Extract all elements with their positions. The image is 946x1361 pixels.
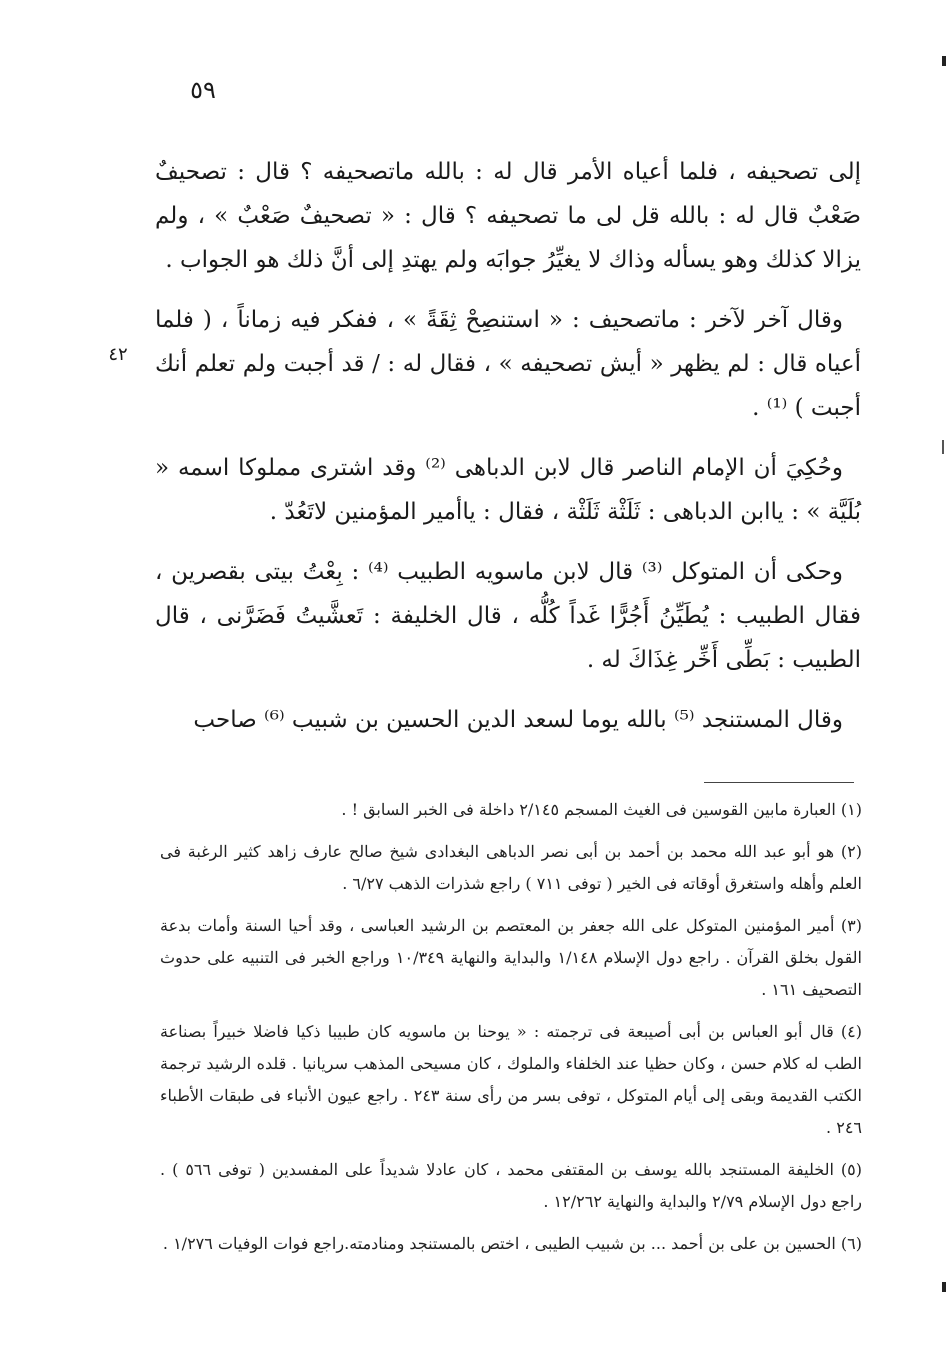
page-edge-tick bbox=[942, 440, 944, 454]
footnote-separator bbox=[704, 782, 854, 783]
footnote: (٥) الخليفة المستنجد بالله يوسف بن المقتفى محمد ، كان عادلا شديداً على المفسدين ( توفى ٥٦٦ ) . راجع دول الإسلام ٢/٧٩ والبداية والنهاية ١٢/٢٦٢ . bbox=[160, 1160, 862, 1211]
body-paragraph: وحُكِيَ أن الإمام الناصر قال لابن الدباهى ⁽²⁾ وقد اشترى مملوكا اسمه « بُلَيَّة » : ياابن الدباهى : ثَلَثْة ثَلَثْة ، فقال : ياأمير المؤمنين لاتَعُدّ . bbox=[155, 455, 861, 525]
body-paragraph: وقال آخر لآخر : ماتصحيف : « استنصِحْ ثِقَةً » ، ففكر فيه زماناً ، ( فلما أعياه قال : لم يظهر « أيش تصحيفه » ، فقال له : / قد أجبت ولم تعلم أنك أجبت ) ⁽¹⁾ . bbox=[155, 307, 861, 421]
footnotes bbox=[160, 794, 862, 1270]
body-paragraph: وقال المستنجد ⁽⁵⁾ بالله يوما لسعد الدين الحسين بن شبيب ⁽⁶⁾ صاحب bbox=[193, 707, 843, 733]
page-edge-mark-top bbox=[942, 56, 946, 66]
footnote: (١) العبارة مابين القوسين فى الغيث المسجم ٢/١٤٥ داخلة فى الخبر السابق ! . bbox=[341, 800, 862, 819]
main-text bbox=[155, 150, 861, 758]
footnote: (٣) أمير المؤمنين المتوكل على الله جعفر بن المعتصم بن الرشيد العباسى ، وقد أحيا السنة وأمات بدعة القول بخلق القرآن . راجع دول الإسلام ١/١٤٨ والبداية والنهاية ١٠/٣٤٩ وراجع الخبر فى التنبيه على حدوث التصحيف ١٦١ . bbox=[160, 916, 862, 999]
footnote: (٤) قال أبو العباس بن أبى أصيبعة فى ترجمته : « يوحنا بن ماسويه كان طبيبا ذكيا فاضلا خبيراً بصناعة الطب له كلام حسن ، وكان حظيا عند الخلفاء والملوك ، كان مسيحى المذهب سريانيا . قلده الرشيد ترجمة الكتب القديمة وبقى إلى أيام المتوكل ، توفى بسر من رأى سنة ٢٤٣ . راجع عيون الأنباء فى طبقات الأطباء ٢٤٦ . bbox=[160, 1022, 863, 1137]
footnote: (٢) هو أبو عبد الله محمد بن أحمد بن أبى نصر الدباهى البغدادى شيخ صالح عارف زاهد كثير الرغبة فى العلم وأهله واستغرق أوقاته فى الخير ( توفى ٧١١ ) راجع شذرات الذهب ٦/٢٧ . bbox=[160, 842, 862, 893]
page-edge-mark-bottom bbox=[942, 1282, 946, 1292]
margin-folio-note: ٤٢ bbox=[108, 344, 128, 365]
page-number: ٥٩ bbox=[190, 76, 216, 104]
body-paragraph: وحكى أن المتوكل ⁽³⁾ قال لابن ماسويه الطبيب ⁽⁴⁾ : بِعْتُ بيتى بقصرين ، فقال الطبيب : يُطَيِّنُ أَجُرًّا غَداً كُلُّه ، قال الخليفة : تَعشَّيتُ فَضَرَّنى ، قال الطبيب : بَطِّى أَخِّر غِذَاكَ له . bbox=[155, 559, 861, 673]
body-paragraph: إلى تصحيفه ، فلما أعياه الأمر قال له : بالله ماتصحيفه ؟ قال : تصحيفٌ صَعْبٌ قال له : بالله قل لى ما تصحيفه ؟ قال : « تصحيفٌ صَعْبٌ » ، ولم يزالا كذلك وهو يسأله وذاك لا يغيِّرُ جوابَه ولم يهتدِ إلى أنَّ ذلك هو الجواب . bbox=[155, 159, 861, 273]
footnote: (٦) الحسين بن على بن أحمد ... بن شبيب الطيبى ، اختص بالمستنجد ومنادمته.راجع فوات الوفيات ١/٢٧٦ . bbox=[162, 1234, 862, 1253]
